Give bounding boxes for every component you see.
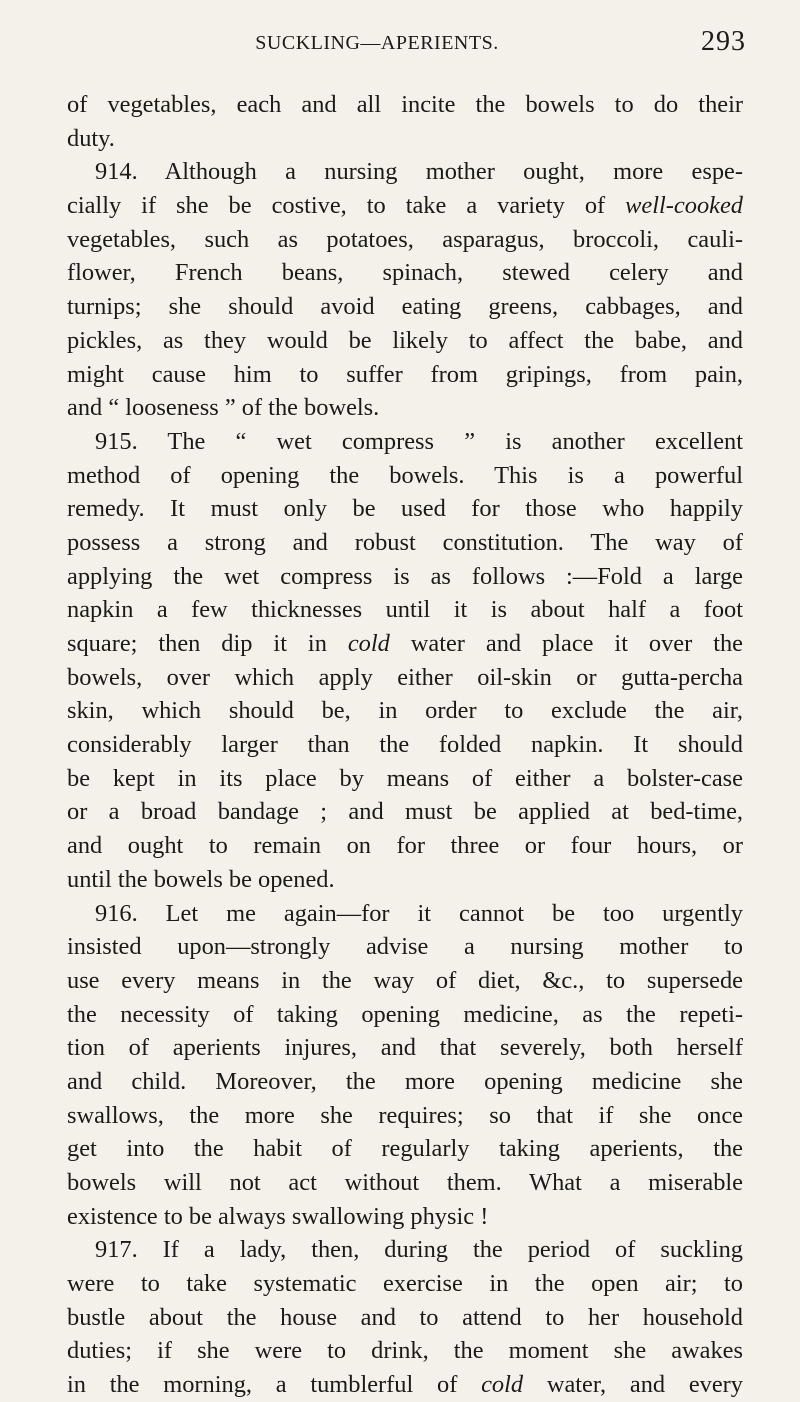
text-line: duties; if she were to drink, the moment she awakes <box>67 1337 743 1365</box>
text-line: the necessity of taking opening medicine, as the repeti- <box>67 1000 743 1028</box>
text-line: and ought to remain on for three or four hours, or <box>67 832 743 860</box>
text-line: and “ looseness ” of the bowels. <box>67 394 380 422</box>
text-line: be kept in its place by means of either a bolster-case <box>67 764 743 792</box>
text-line: and child. Moreover, the more opening medicine she <box>67 1067 743 1095</box>
text-line: might cause him to suffer from gripings, from pain, <box>67 360 743 388</box>
text-line: bowels will not act without them. What a miserable <box>67 1169 743 1196</box>
text-line: use every means in the way of diet, &c., to supersede <box>67 966 743 994</box>
text-line: applying the wet compress is as follows :—Fold a large <box>67 562 743 590</box>
text-line: bowels, over which apply either oil-skin or gutta-percha <box>67 663 743 691</box>
text-line: of vegetables, each and all incite the bowels to do their <box>67 91 743 118</box>
text-line: 917. If a lady, then, during the period of suckling <box>95 1236 743 1264</box>
text-line: until the bowels be opened. <box>67 865 335 893</box>
running-head-title: SUCKLING—APERIENTS. <box>255 32 499 54</box>
page-number: 293 <box>701 26 746 57</box>
text-line: flower, French beans, spinach, stewed celery and <box>67 259 743 287</box>
text-line: were to take systematic exercise in the open air; to <box>67 1270 743 1298</box>
text-line: skin, which should be, in order to exclude the air, <box>67 697 743 725</box>
text-line: method of opening the bowels. This is a powerful <box>67 461 743 489</box>
text-line: possess a strong and robust constitution. The way of <box>67 528 743 556</box>
text-line: duty. <box>67 124 115 152</box>
text-line: insisted upon—strongly advise a nursing mother to <box>67 933 743 961</box>
text-line: pickles, as they would be likely to affect the babe, and <box>67 326 743 354</box>
text-line: 915. The “ wet compress ” is another excellent <box>95 427 743 455</box>
text-line: tion of aperients injures, and that severely, both herself <box>67 1034 743 1062</box>
text-line: or a broad bandage ; and must be applied at bed-time, <box>67 798 743 826</box>
text-line: remedy. It must only be used for those who happily <box>67 495 743 523</box>
text-line: 914. Although a nursing mother ought, more espe- <box>95 158 743 186</box>
text-line: in the morning, a tumblerful of cold water, and every <box>67 1371 743 1399</box>
text-line: 916. Let me again—for it cannot be too urgently <box>95 899 743 927</box>
text-line: cially if she be costive, to take a variety of well-cooked <box>67 192 743 220</box>
body-text <box>67 88 743 1402</box>
text-line: square; then dip it in cold water and place it over the <box>67 630 743 657</box>
text-line: vegetables, such as potatoes, asparagus, broccoli, cauli- <box>67 225 743 253</box>
running-head <box>62 26 762 60</box>
text-line: swallows, the more she requires; so that if she once <box>67 1101 743 1129</box>
text-line: considerably larger than the folded napkin. It should <box>67 731 743 759</box>
text-line: napkin a few thicknesses until it is about half a foot <box>67 596 743 624</box>
text-line: existence to be always swallowing physic ! <box>67 1202 489 1230</box>
text-line: get into the habit of regularly taking aperients, the <box>67 1135 743 1163</box>
text-line: bustle about the house and to attend to her household <box>67 1303 743 1331</box>
text-line: turnips; she should avoid eating greens, cabbages, and <box>67 293 743 321</box>
